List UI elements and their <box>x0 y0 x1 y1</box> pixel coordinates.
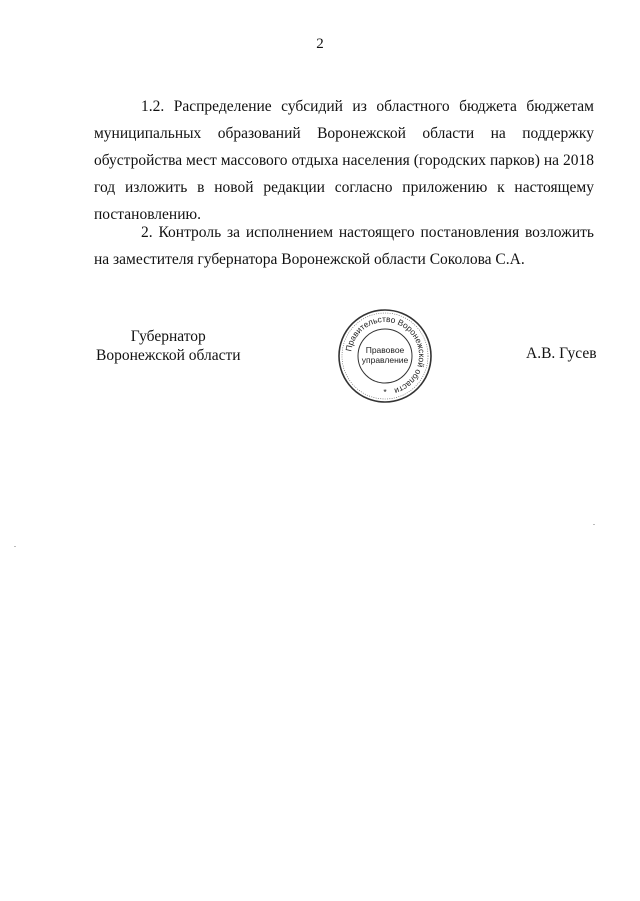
signatory-title-line-2: Воронежской области <box>96 347 241 364</box>
seal-star: * <box>383 387 387 397</box>
signatory-title-line-1: Губернатор <box>130 328 206 345</box>
paragraph-2-text: 2. Контроль за исполнением настоящего постановления возложить на заместителя губернатора Воронежской области Соколова С.А. <box>94 224 594 268</box>
official-seal <box>336 307 434 405</box>
seal-graphic <box>336 307 434 405</box>
paragraph-1 <box>94 93 594 228</box>
paragraph-2 <box>94 219 594 273</box>
page-number: 2 <box>316 36 324 52</box>
seal-center-line-1: Правовое <box>365 345 405 355</box>
signatory-name: А.В. Гусев <box>526 345 597 362</box>
signatory-title <box>96 327 241 365</box>
scan-speck <box>14 546 16 547</box>
seal-center-line-2: управление <box>361 355 409 365</box>
seal-ring-text: Правительство Воронежской области <box>343 313 428 397</box>
scan-speck <box>593 524 595 525</box>
paragraph-1-text: 1.2. Распределение субсидий из областного бюджета бюджетам муниципальных образований Воронежской области на поддержку обустройства мест массового отдыха населения (городских парков) на 2018 год изложить в новой редакции согласно приложению к настоящему постановлению. <box>94 98 594 223</box>
